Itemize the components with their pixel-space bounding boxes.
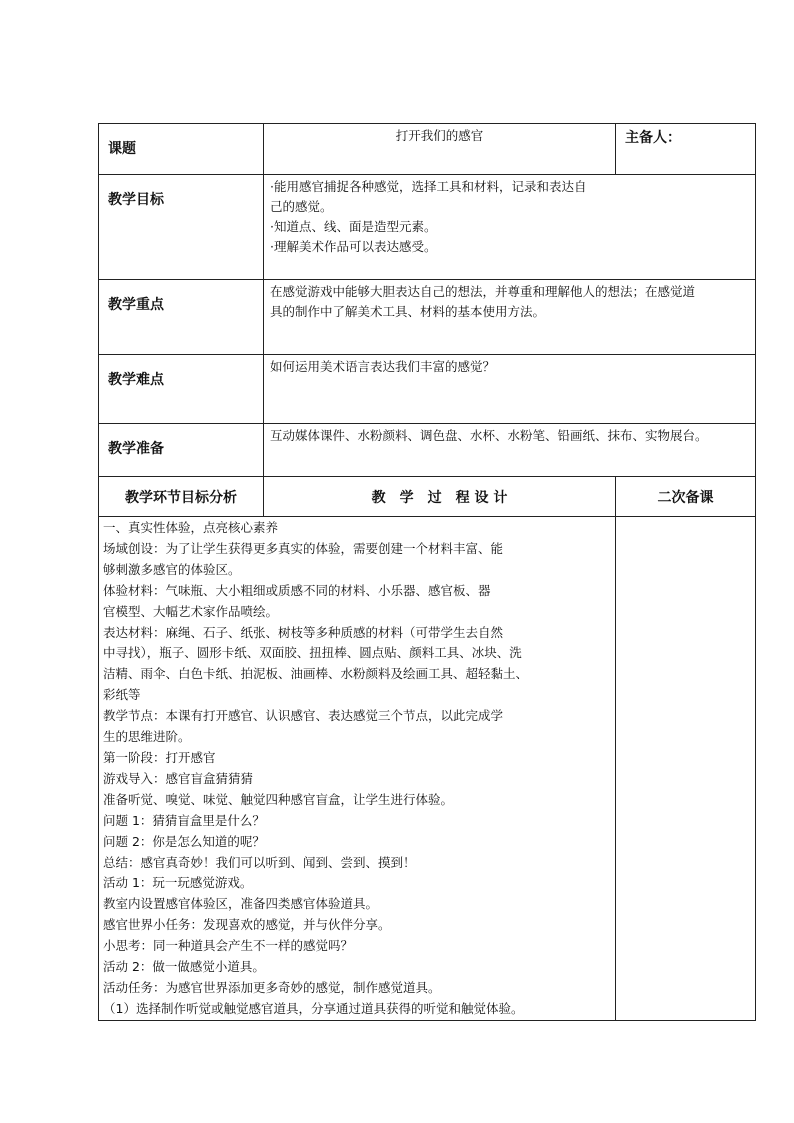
process-line: 第一阶段：打开感官 <box>103 749 216 765</box>
goals-content <box>264 175 756 280</box>
process-line: 体验材料：气味瓶、大小粗细或质感不同的材料、小乐器、感官板、器 <box>103 582 491 598</box>
revision-cell <box>616 517 756 1021</box>
key-points-content <box>264 280 756 355</box>
goals-line: ·能用感官捕捉各种感觉，选择工具和材料，记录和表达自 <box>270 179 587 194</box>
topic-label: 课题 <box>99 124 264 175</box>
process-content <box>99 517 616 1021</box>
key-points-row <box>99 280 756 355</box>
process-line: 感官世界小任务：发现喜欢的感觉，并与伙伴分享。 <box>103 917 391 933</box>
process-line: 活动 1：玩一玩感觉游戏。 <box>103 875 253 891</box>
process-line: 洁精、雨伞、白色卡纸、拍泥板、油画棒、水粉颜料及绘画工具、超轻黏土、 <box>103 666 529 682</box>
revision-header: 二次备课 <box>616 477 756 517</box>
process-line: 彩纸等 <box>103 687 141 703</box>
process-line: 教学节点：本课有打开感官、认识感官、表达感觉三个节点，以此完成学 <box>103 708 504 724</box>
difficulties-content <box>264 355 756 424</box>
process-row <box>99 517 756 1021</box>
key-points-line: 在感觉游戏中能够大胆表达自己的想法，并尊重和理解他人的想法；在感觉道 <box>270 284 696 299</box>
process-line: 活动 2：做一做感觉小道具。 <box>103 959 265 975</box>
difficulties-row <box>99 355 756 424</box>
process-line: 生的思维进阶。 <box>103 729 191 745</box>
process-line: 游戏导入：感官盲盒猜猜猜 <box>103 770 254 786</box>
process-line: 活动任务：为感官世界添加更多奇妙的感觉，制作感觉道具。 <box>103 979 441 995</box>
process-line: 教室内设置感官体验区，准备四类感官体验道具。 <box>103 896 379 912</box>
preparation-line: 互动媒体课件、水粉颜料、调色盘、水杯、水粉笔、铅画纸、抹布、实物展台。 <box>270 428 708 443</box>
preparation-label: 教学准备 <box>99 424 264 477</box>
preparation-row <box>99 424 756 477</box>
goals-label: 教学目标 <box>99 175 264 280</box>
difficulties-line: 如何运用美术语言表达我们丰富的感觉？ <box>270 359 496 374</box>
process-line: 官模型、大幅艺术家作品喷绘。 <box>103 603 279 619</box>
section-header-row <box>99 477 756 517</box>
difficulties-label: 教学难点 <box>99 355 264 424</box>
key-points-line: 具的制作中了解美术工具、材料的基本使用方法。 <box>270 304 546 319</box>
process-line: 场域创设：为了让学生获得更多真实的体验，需要创建一个材料丰富、能 <box>103 540 504 556</box>
process-line: 问题 1：猜猜盲盒里是什么？ <box>103 812 265 828</box>
lesson-plan-table <box>98 123 756 1021</box>
key-points-label: 教学重点 <box>99 280 264 355</box>
process-line: 表达材料：麻绳、石子、纸张、树枝等多种质感的材料（可带学生去自然 <box>103 624 504 640</box>
analysis-header: 教学环节目标分析 <box>99 477 264 517</box>
process-line: 一、真实性体验，点亮核心素养 <box>103 520 279 535</box>
topic-row <box>99 124 756 175</box>
goals-line: ·知道点、线、面是造型元素。 <box>270 219 437 234</box>
goals-line: ·理解美术作品可以表达感受。 <box>270 239 437 254</box>
process-line: 够刺激多感官的体验区。 <box>103 561 241 577</box>
process-line: 问题 2：你是怎么知道的呢？ <box>103 833 265 849</box>
preparation-content <box>264 424 756 477</box>
process-line: （1）选择制作听觉或触觉感官道具，分享通过道具获得的听觉和触觉体验。 <box>103 1000 524 1016</box>
owner-label: 主备人： <box>616 124 756 175</box>
process-line: 中寻找），瓶子、圆形卡纸、双面胶、扭扭棒、圆点贴、颜料工具、冰块、洗 <box>103 645 522 661</box>
process-line: 总结：感官真奇妙！我们可以听到、闻到、尝到、摸到！ <box>103 854 416 870</box>
goals-line: 己的感觉。 <box>270 199 333 214</box>
goals-row <box>99 175 756 280</box>
design-header: 教 学 过 程 设 计 <box>264 477 616 517</box>
process-line: 准备听觉、嗅觉、味觉、触觉四种感官盲盒，让学生进行体验。 <box>103 791 454 807</box>
topic-title: 打开我们的感官 <box>264 124 616 175</box>
process-line: 小思考：同一种道具会产生不一样的感觉吗？ <box>103 938 354 954</box>
